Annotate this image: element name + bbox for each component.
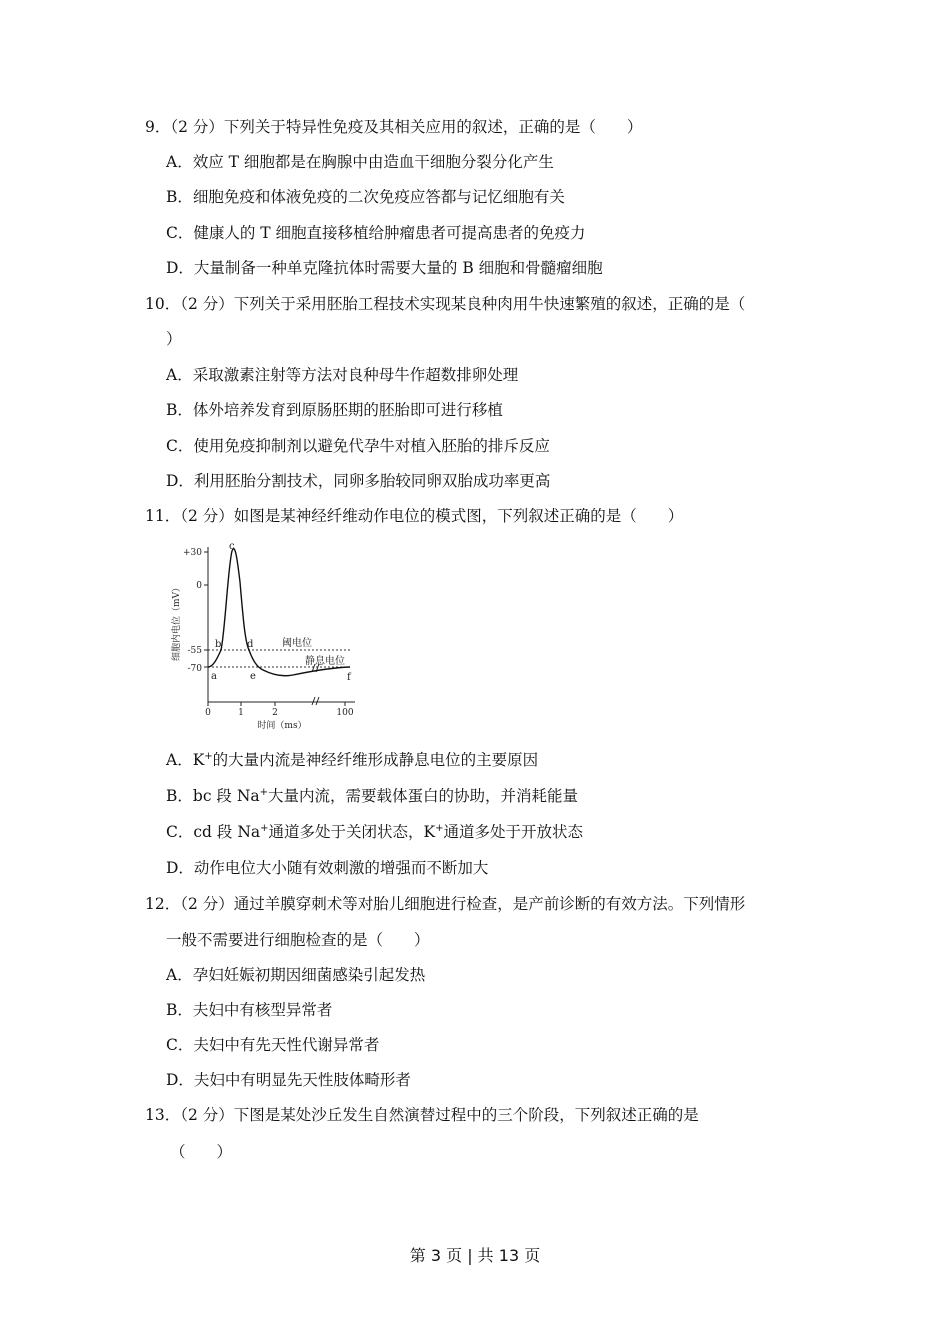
question-11-option-d: D．动作电位大小随有效刺激的增强而不断加大	[166, 859, 489, 877]
x-axis-label: 时间（ms）	[257, 721, 307, 731]
point-d-label: d	[247, 639, 254, 650]
question-13-stem: 13．（2 分）下图是某处沙丘发生自然演替过程中的三个阶段，下列叙述正确的是	[145, 1106, 699, 1124]
question-10-option-b: B．体外培养发育到原肠胚期的胚胎即可进行移植	[166, 401, 503, 419]
question-10-stem: 10．（2 分）下列关于采用胚胎工程技术实现某良种肉用牛快速繁殖的叙述，正确的是（	[145, 295, 746, 313]
point-c-label: c	[229, 541, 235, 552]
question-9-option-d: D．大量制备一种单克隆抗体时需要大量的 B 细胞和骨髓瘤细胞	[166, 259, 603, 277]
point-e-label: e	[250, 671, 256, 682]
question-10-option-a: A．采取激素注射等方法对良种母牛作超数排卵处理	[166, 366, 519, 384]
question-10-option-d: D．利用胚胎分割技术，同卵多胎较同卵双胎成功率更高	[166, 472, 551, 490]
y-tick-minus70: -70	[187, 664, 202, 674]
x-tick-0: 0	[205, 708, 211, 718]
y-tick-plus30: +30	[183, 548, 202, 558]
y-tick-minus55: -55	[187, 646, 202, 656]
action-potential-chart	[165, 537, 365, 732]
question-12-option-d: D．夫妇中有明显先天性肢体畸形者	[166, 1071, 411, 1089]
question-9-option-a: A．效应 T 细胞都是在胸腺中由造血干细胞分裂分化产生	[166, 153, 554, 171]
question-10-option-c: C．使用免疫抑制剂以避免代孕牛对植入胚胎的排斥反应	[166, 437, 550, 455]
question-10-stem-continued: ）	[166, 330, 182, 348]
question-11-option-a: A．K+的大量内流是神经纤维形成静息电位的主要原因	[166, 751, 539, 769]
question-11-option-b: B．bc 段 Na+大量内流，需要载体蛋白的协助，并消耗能量	[166, 787, 579, 805]
question-12-option-a: A．孕妇妊娠初期因细菌感染引起发热	[166, 966, 426, 984]
x-tick-2: 2	[272, 708, 278, 718]
resting-label: 静息电位	[305, 656, 345, 667]
point-f-label: f	[347, 672, 351, 683]
question-12-stem: 12．（2 分）通过羊膜穿刺术等对胎儿细胞进行检查，是产前诊断的有效方法。下列情形	[145, 895, 746, 913]
page-footer: 第 3 页 | 共 13 页	[409, 1246, 541, 1265]
question-9-option-b: B．细胞免疫和体液免疫的二次免疫应答都与记忆细胞有关	[166, 188, 565, 206]
question-11-option-c: C．cd 段 Na+通道多处于关闭状态，K+通道多处于开放状态	[166, 823, 584, 841]
question-12-stem-continued: 一般不需要进行细胞检查的是（ ）	[166, 931, 430, 949]
x-tick-100: 100	[336, 708, 354, 718]
y-tick-0: 0	[196, 581, 202, 591]
question-12-option-b: B．夫妇中有核型异常者	[166, 1001, 333, 1019]
point-b-label: b	[215, 639, 222, 650]
x-tick-1: 1	[238, 708, 244, 718]
question-13-stem-continued: （ ）	[170, 1143, 233, 1161]
question-11-stem: 11．（2 分）如图是某神经纤维动作电位的模式图，下列叙述正确的是（ ）	[145, 507, 684, 525]
point-a-label: a	[211, 671, 217, 682]
question-9-option-c: C．健康人的 T 细胞直接移植给肿瘤患者可提高患者的免疫力	[166, 224, 586, 242]
question-9-stem: 9．（2 分）下列关于特异性免疫及其相关应用的叙述，正确的是（ ）	[145, 118, 643, 136]
threshold-label: 阈电位	[282, 638, 312, 649]
y-axis-label: 细胞内电位（mV）	[172, 582, 182, 662]
question-12-option-c: C．夫妇中有先天性代谢异常者	[166, 1036, 380, 1054]
